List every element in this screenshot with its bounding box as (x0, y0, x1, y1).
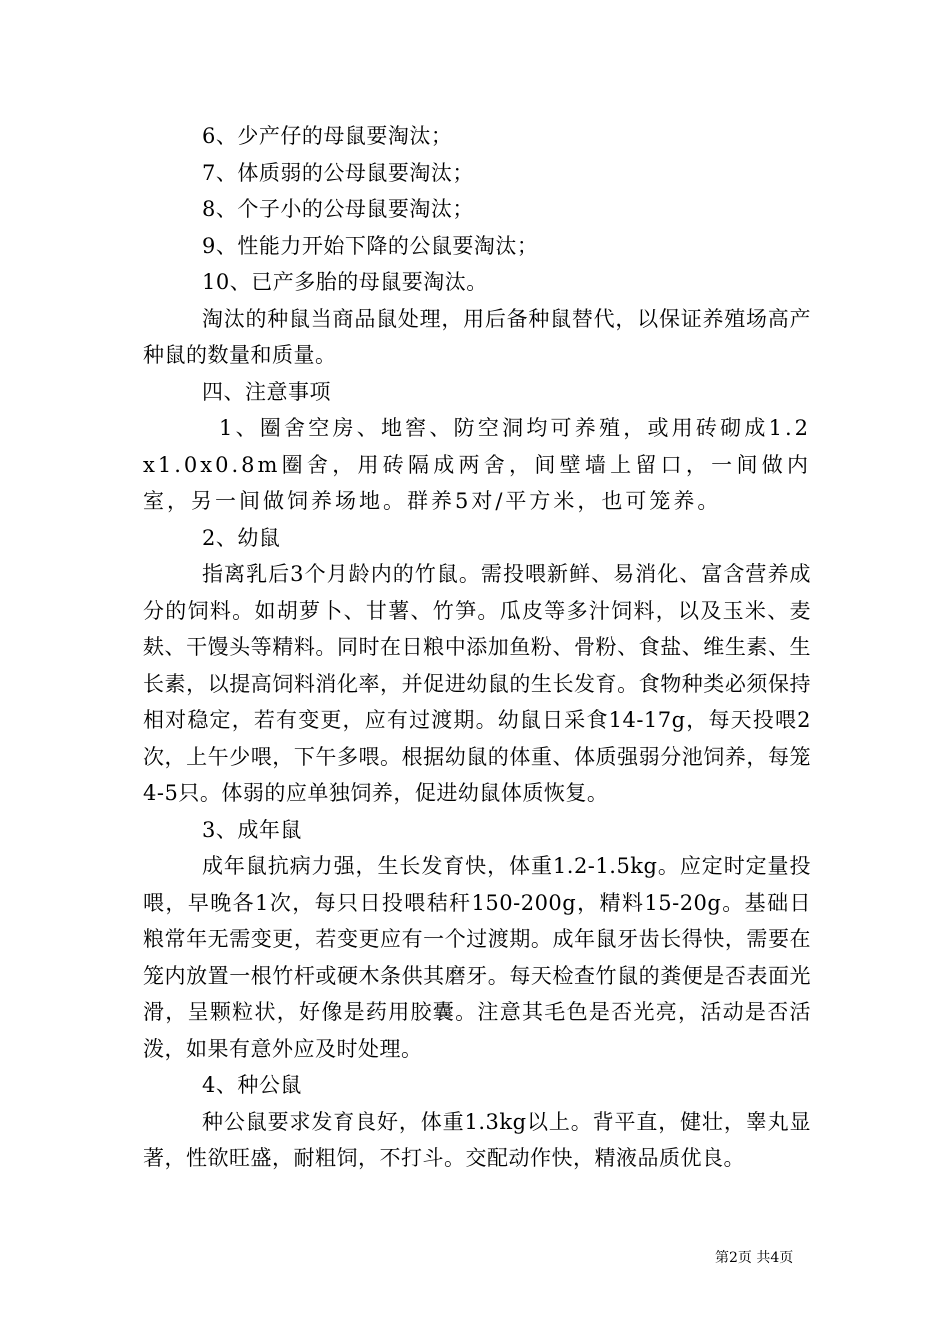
paragraph-housing: 1、圈舍空房、地窖、防空洞均可养殖，或用砖砌成1.2x1.0x0.8m圈舍，用砖隔成两舍，间壁墙上留口，一间做内室，另一间做饲养场地。群养5对/平方米，也可笼养。 (143, 416, 811, 513)
paragraph-item-10: 10、已产多胎的母鼠要淘汰。 (202, 270, 488, 294)
paragraph-item-7: 7、体质弱的公母鼠要淘汰； (202, 160, 474, 185)
subheading-young-rats: 2、幼鼠 (202, 525, 281, 550)
paragraph-elimination-note: 淘汰的种鼠当商品鼠处理，用后备种鼠替代，以保证养殖场高产种鼠的数量和质量。 (143, 306, 811, 367)
paragraph-young-rats: 指离乳后3个月龄内的竹鼠。需投喂新鲜、易消化、富含营养成分的饲料。如胡萝卜、甘薯、竹笋。瓜皮等多汁饲料，以及玉米、麦麸、干馒头等精料。同时在日粮中添加鱼粉、骨粉、食盐、维生素、生长素，以提高饲料消化率，并促进幼鼠的生长发育。食物种类必须保持相对稳定，若有变更，应有过渡期。幼鼠日采食14-17g，每天投喂2次，上午少喂，下午多喂。根据幼鼠的体重、体质强弱分池饲养，每笼4-5只。体弱的应单独饲养，促进幼鼠体质恢复。 (143, 562, 811, 805)
subheading-adult-rats: 3、成年鼠 (202, 817, 302, 842)
document-body (143, 118, 811, 1177)
page-number: 第2页 共4页 (715, 1250, 794, 1266)
paragraph-item-8: 8、个子小的公母鼠要淘汰； (202, 197, 474, 221)
paragraph-breeding-males: 种公鼠要求发育良好，体重1.3kg以上。背平直，健壮，睾丸显著，性欲旺盛，耐粗饲，不打斗。交配动作快，精液品质优良。 (143, 1109, 811, 1170)
paragraph-item-9: 9、性能力开始下降的公鼠要淘汰； (202, 233, 539, 258)
paragraph-adult-rats: 成年鼠抗病力强，生长发育快，体重1.2-1.5kg。应定时定量投喂，早晚各1次，每只日投喂秸秆150-200g，精料15-20g。基础日粮常年无需变更，若变更应有一个过渡期。成年鼠牙齿长得快，需要在笼内放置一根竹杆或硬木条供其磨牙。每天检查竹鼠的粪便是否表面光滑，呈颗粒状，好像是药用胶囊。注意其毛色是否光亮，活动是否活泼，如果有意外应及时处理。 (143, 854, 811, 1061)
subheading-breeding-males: 4、种公鼠 (202, 1073, 302, 1097)
paragraph-item-6: 6、少产仔的母鼠要淘汰； (202, 124, 453, 148)
section-heading-precautions: 四、注意事项 (202, 379, 331, 404)
